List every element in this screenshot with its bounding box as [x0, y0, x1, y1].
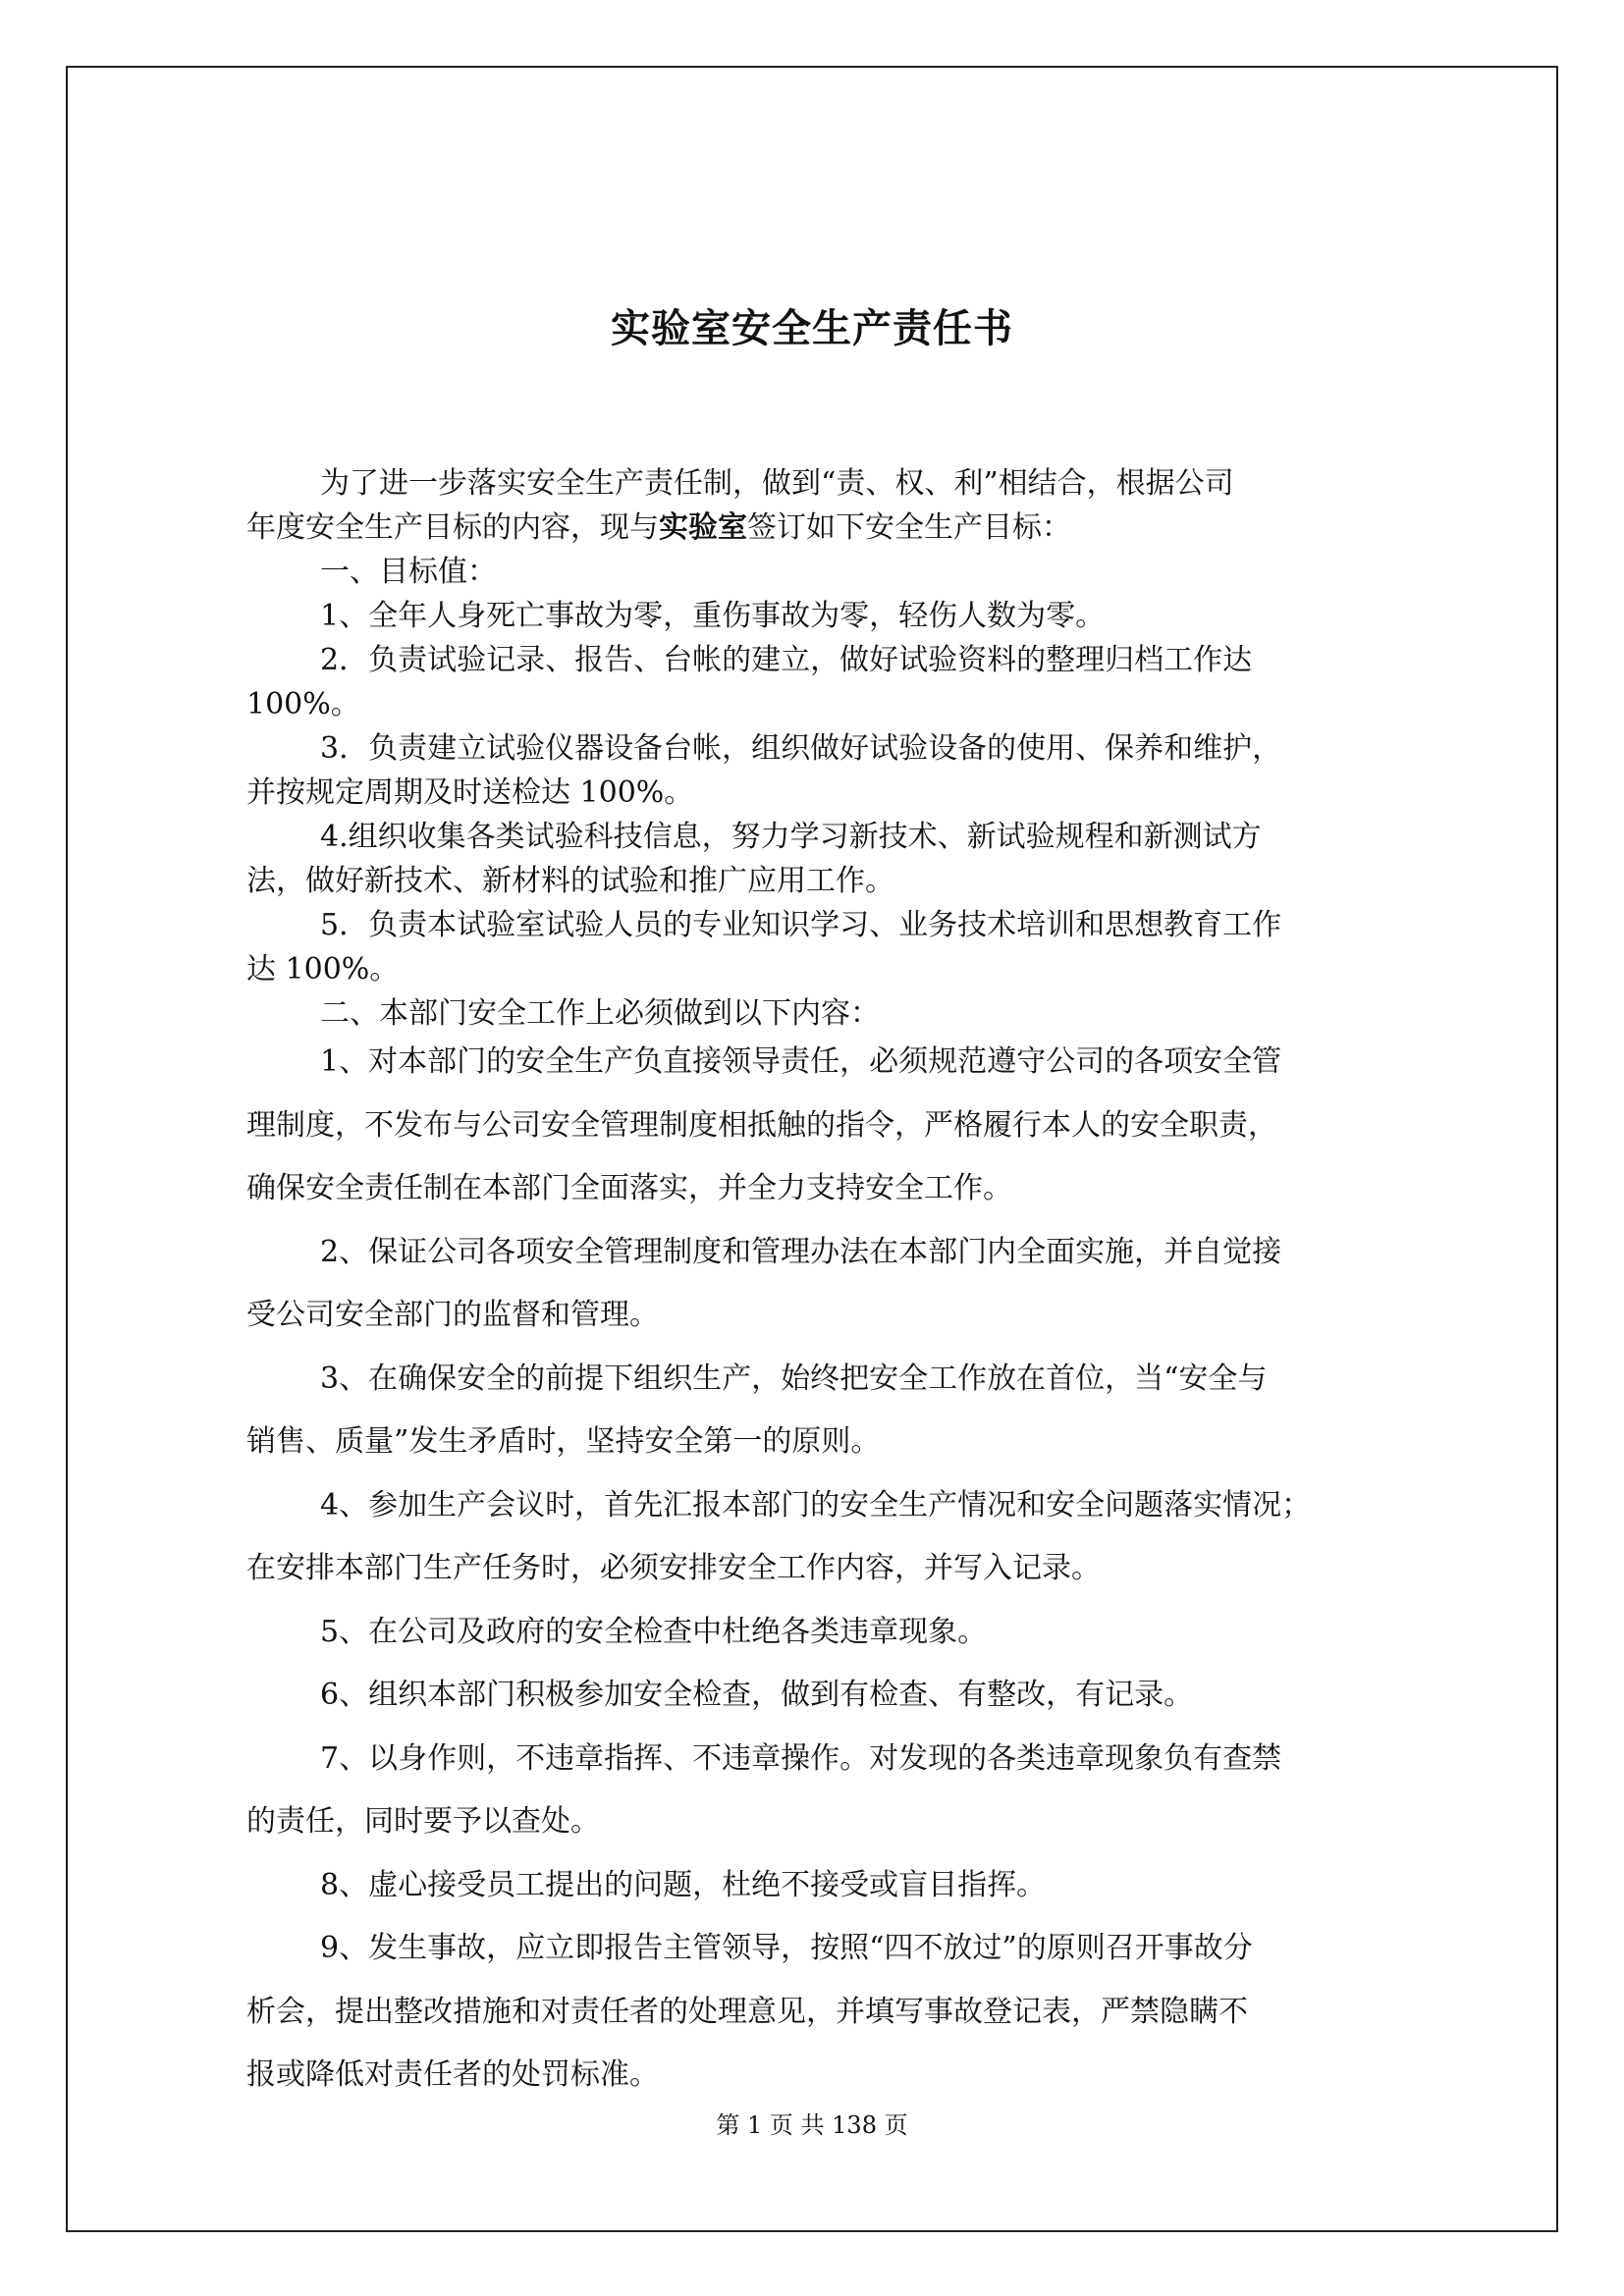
requirement-item-line: 报或降低对责任者的处罚标准。: [246, 2057, 659, 2092]
requirement-item-line: 8、虚心接受员工提出的问题，杜绝不接受或盲目指挥。: [320, 1867, 1047, 1902]
requirement-item-line: 7、以身作则，不违章指挥、不违章操作。对发现的各类违章现象负有查禁: [320, 1740, 1282, 1776]
department-name: 实验室: [659, 510, 747, 545]
section-goals: [246, 461, 1385, 1036]
intro-line: 为了进一步落实安全生产责任制，做到“责、权、利”相结合，根据公司: [320, 466, 1234, 501]
requirement-item-line: 4、参加生产会议时，首先汇报本部门的安全生产情况和安全问题落实情况；: [320, 1487, 1312, 1522]
section2-heading: 二、本部门安全工作上必须做到以下内容：: [320, 996, 880, 1031]
goal-item-line: 4.组织收集各类试验科技信息，努力学习新技术、新试验规程和新测试方: [320, 820, 1262, 854]
requirement-item-line: 9、发生事故，应立即报告主管领导，按照“四不放过”的原则召开事故分: [320, 1931, 1253, 1965]
requirement-item-line: 1、对本部门的安全生产负直接领导责任，必须规范遵守公司的各项安全管: [320, 1044, 1282, 1079]
intro-text: 年度安全生产目标的内容，现与: [246, 510, 659, 545]
goal-item-line: 100%。: [246, 687, 360, 721]
goal-item-line: 1、全年人身死亡事故为零，重伤事故为零，轻伤人数为零。: [320, 599, 1106, 633]
requirement-item-line: 2、保证公司各项安全管理制度和管理办法在本部门内全面实施，并自觉接: [320, 1234, 1282, 1269]
intro-line: [246, 506, 1385, 550]
document-title: 实验室安全生产责任书: [611, 305, 1013, 351]
requirement-item-line: 受公司安全部门的监督和管理。: [246, 1298, 659, 1332]
requirement-item-line: 5、在公司及政府的安全检查中杜绝各类违章现象。: [320, 1614, 988, 1649]
requirement-item-line: 6、组织本部门积极参加安全检查，做到有检查、有整改，有记录。: [320, 1678, 1194, 1712]
requirement-item-line: 理制度，不发布与公司安全管理制度相抵触的指令，严格履行本人的安全职责，: [246, 1107, 1277, 1143]
goal-item-line: 法，做好新技术、新材料的试验和推广应用工作。: [246, 864, 894, 898]
goal-item-line: 2．负责试验记录、报告、台帐的建立，做好试验资料的整理归档工作达: [320, 643, 1253, 677]
section-requirements: [246, 1031, 1385, 2108]
goal-item-line: 达 100%。: [246, 952, 400, 987]
requirement-item-line: 的责任，同时要予以查处。: [246, 1804, 600, 1839]
goal-item-line: 并按规定周期及时送检达 100%。: [246, 775, 694, 810]
goal-item-line: 3．负责建立试验仪器设备台帐，组织做好试验设备的使用、保养和维护，: [320, 731, 1282, 766]
requirement-item-line: 在安排本部门生产任务时，必须安排安全工作内容，并写入记录。: [246, 1551, 1101, 1585]
requirement-item-line: 3、在确保安全的前提下组织生产，始终把安全工作放在首位，当“安全与: [320, 1361, 1268, 1396]
requirement-item-line: 销售、质量”发生矛盾时，坚持安全第一的原则。: [246, 1424, 881, 1459]
page-number: 第 1 页 共 138 页: [716, 2111, 908, 2139]
requirement-item-line: 析会，提出整改措施和对责任者的处理意见，并填写事故登记表，严禁隐瞒不: [246, 1994, 1248, 2029]
requirement-item-line: 确保安全责任制在本部门全面落实，并全力支持安全工作。: [246, 1171, 1012, 1205]
section1-heading: 一、目标值：: [320, 555, 497, 589]
intro-text: 签订如下安全生产目标：: [747, 510, 1071, 545]
goal-item-line: 5．负责本试验室试验人员的专业知识学习、业务技术培训和思想教育工作: [320, 908, 1282, 942]
